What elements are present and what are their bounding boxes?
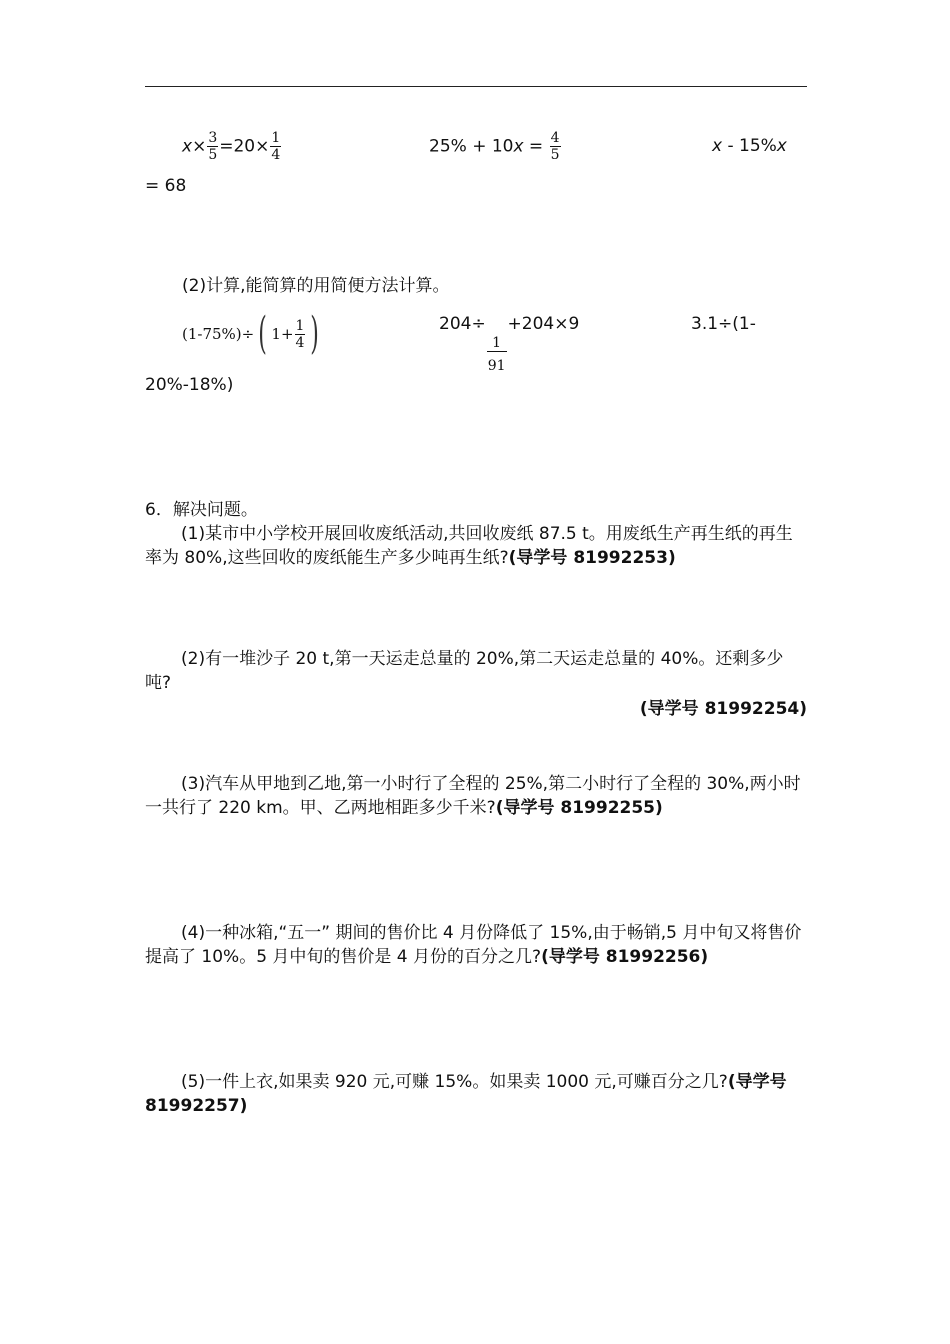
question-4-text: (4)一种冰箱,“五一” 期间的售价比 4 月份降低了 15%,由于畅销,5 月中旬又将售价提高了 10%。5 月中旬的售价是 4 月份的百分之几? xyxy=(145,923,802,967)
calc2-frac-den: 91 xyxy=(487,351,507,374)
eq2-fraction xyxy=(550,130,561,163)
eq1-frac2-den: 4 xyxy=(271,147,281,163)
calc-heading: (2)计算,能简算的用简便方法计算。 xyxy=(182,276,450,296)
eq1-fraction-2 xyxy=(270,130,281,163)
section-6-heading: 6．解决问题。 xyxy=(145,500,258,520)
eq2-equals: = xyxy=(523,136,549,157)
question-5-ref: (导学号 81992257) xyxy=(145,1072,787,1116)
eq2-frac-den: 5 xyxy=(550,147,560,163)
header-rule xyxy=(145,86,807,87)
question-4-ref: (导学号 81992256) xyxy=(541,947,709,967)
eq1-frac1-den: 5 xyxy=(208,147,218,163)
eq2-left: 25% + 10 xyxy=(429,136,514,157)
calc1-left: (1-75%)÷ xyxy=(182,325,255,343)
eq1-var: x xyxy=(182,136,193,157)
eq3-var2: x xyxy=(776,136,787,156)
eq1-times: × xyxy=(192,136,207,157)
question-2-ref: (导学号 81992254) xyxy=(639,699,807,719)
right-paren-icon: ) xyxy=(310,308,320,359)
calc1-frac-num: 1 xyxy=(295,317,305,334)
eq1-frac1-num: 3 xyxy=(208,130,218,146)
calc2-left: 204÷ xyxy=(439,314,486,334)
calc-1 xyxy=(182,308,324,359)
question-3-text: (3)汽车从甲地到乙地,第一小时行了全程的 25%,第二小时行了全程的 30%,两小时一共行了 220 km。甲、乙两地相距多少千米? xyxy=(145,774,801,818)
question-1 xyxy=(145,522,807,570)
question-3 xyxy=(145,772,807,820)
eq1-fraction-1 xyxy=(207,130,218,163)
eq3-var1: x xyxy=(712,136,723,156)
question-1-text: (1)某市中小学校开展回收废纸活动,共回收废纸 87.5 t。用废纸生产再生纸的再生率为 80%,这些回收的废纸能生产多少吨再生纸? xyxy=(145,524,793,568)
calc2-frac-num: 1 xyxy=(492,335,502,351)
calc-3: 3.1÷(1- xyxy=(691,314,756,334)
question-5-text: (5)一件上衣,如果卖 920 元,可赚 15%。如果卖 1000 元,可赚百分之几? xyxy=(181,1072,728,1092)
equation-3 xyxy=(712,134,787,158)
eq1-frac2-num: 1 xyxy=(271,130,281,146)
calc2-right: +204×9 xyxy=(507,314,580,334)
calc2-fraction xyxy=(487,335,507,374)
question-1-ref: (导学号 81992253) xyxy=(508,548,676,568)
equation-1 xyxy=(182,130,282,163)
calc1-frac-den: 4 xyxy=(295,334,305,351)
question-2 xyxy=(145,647,807,695)
question-5 xyxy=(145,1070,807,1118)
eq1-mid: =20× xyxy=(219,136,270,157)
eq3-mid: - 15% xyxy=(722,136,777,156)
calc1-fraction xyxy=(295,318,306,351)
question-4 xyxy=(145,921,807,969)
calc1-paren xyxy=(254,308,323,359)
calc1-one-plus: 1+ xyxy=(271,325,294,343)
calc-3-continued: 20%-18%) xyxy=(145,375,234,395)
question-3-ref: (导学号 81992255) xyxy=(495,798,663,818)
question-2-text: (2)有一堆沙子 20 t,第一天运走总量的 20%,第二天运走总量的 40%。还剩多少吨? xyxy=(145,649,784,693)
calc-2 xyxy=(439,312,579,374)
equation-3-continued: = 68 xyxy=(145,176,187,196)
eq2-frac-num: 4 xyxy=(550,130,560,146)
eq2-var: x xyxy=(513,136,524,157)
equation-2 xyxy=(429,130,562,163)
left-paren-icon: ( xyxy=(258,308,268,359)
